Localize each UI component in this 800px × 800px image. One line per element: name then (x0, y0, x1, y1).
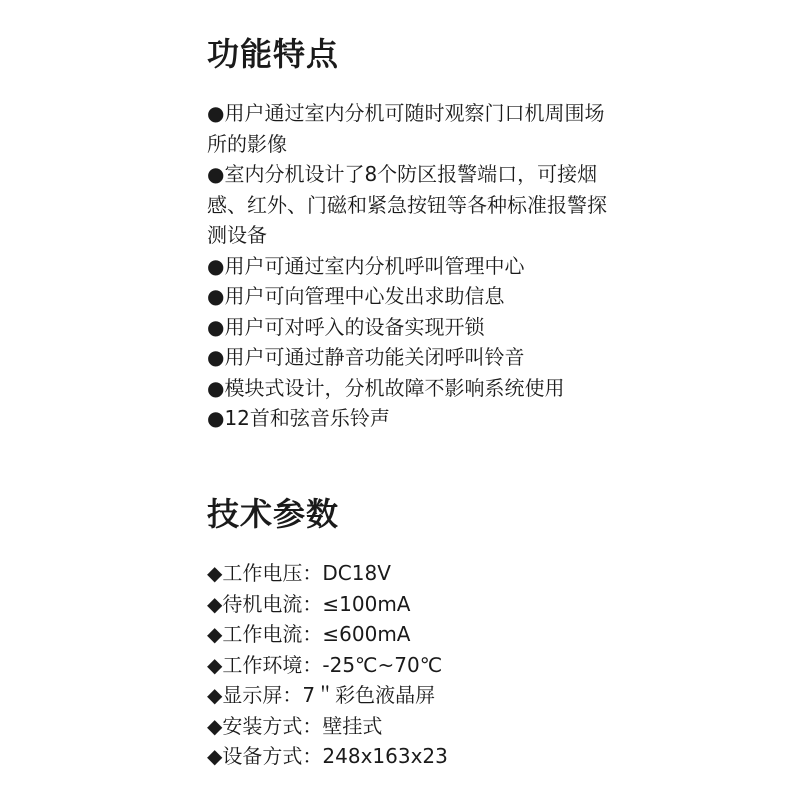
spec-item (207, 558, 607, 589)
feature-text: 用户可通过室内分机呼叫管理中心 (224, 253, 525, 278)
bullet-dot-icon: ● (207, 345, 225, 369)
specs-heading: 技术参数 (207, 495, 340, 533)
diamond-bullet-icon: ◆ (207, 561, 223, 585)
bullet-dot-icon: ● (207, 406, 225, 430)
feature-item (207, 159, 607, 251)
spec-item (207, 589, 607, 620)
bullet-dot-icon: ● (207, 101, 225, 125)
feature-item (207, 281, 607, 312)
spec-item (207, 741, 607, 772)
feature-text: 模块式设计，分机故障不影响系统使用 (224, 375, 565, 400)
feature-item (207, 251, 607, 282)
bullet-dot-icon: ● (207, 162, 225, 186)
feature-text: 用户通过室内分机可随时观察门口机周围场所的影像 (207, 101, 605, 156)
spec-text: 安装方式：壁挂式 (222, 713, 383, 738)
features-heading: 功能特点 (207, 35, 340, 73)
spec-text: 显示屏：7＂彩色液晶屏 (222, 683, 436, 707)
spec-item (207, 711, 607, 742)
spec-text: 工作环境：-25℃~70℃ (222, 652, 443, 677)
spec-item (207, 680, 607, 711)
diamond-bullet-icon: ◆ (207, 622, 223, 646)
spec-text: 待机电流：≤100mA (222, 591, 411, 616)
features-list (207, 98, 607, 434)
feature-text: 用户可对呼入的设备实现开锁 (224, 314, 485, 339)
spec-item (207, 619, 607, 650)
diamond-bullet-icon: ◆ (207, 591, 223, 616)
feature-text: 用户可通过静音功能关闭呼叫铃音 (224, 345, 525, 369)
feature-text: 12首和弦音乐铃声 (224, 406, 390, 430)
diamond-bullet-icon: ◆ (207, 652, 223, 677)
bullet-dot-icon: ● (207, 375, 225, 400)
features-section (207, 30, 607, 434)
spec-text: 工作电流：≤600mA (222, 622, 411, 646)
spec-item (207, 650, 607, 681)
specs-section (207, 490, 607, 772)
specs-list (207, 558, 607, 772)
bullet-dot-icon: ● (207, 314, 225, 339)
feature-text: 室内分机设计了8个防区报警端口，可接烟感、红外、门磁和紧急按钮等各种标准报警探测设备 (207, 162, 607, 247)
feature-item (207, 342, 607, 373)
spec-text: 工作电压：DC18V (222, 561, 391, 585)
bullet-dot-icon: ● (207, 284, 225, 308)
feature-text: 用户可向管理中心发出求助信息 (224, 284, 505, 308)
diamond-bullet-icon: ◆ (207, 744, 223, 768)
bullet-dot-icon: ● (207, 253, 225, 278)
feature-item (207, 373, 607, 404)
diamond-bullet-icon: ◆ (207, 683, 223, 707)
feature-item (207, 403, 607, 434)
spec-text: 设备方式：248x163x23 (222, 744, 448, 768)
feature-item (207, 98, 607, 159)
feature-item (207, 312, 607, 343)
diamond-bullet-icon: ◆ (207, 713, 223, 738)
